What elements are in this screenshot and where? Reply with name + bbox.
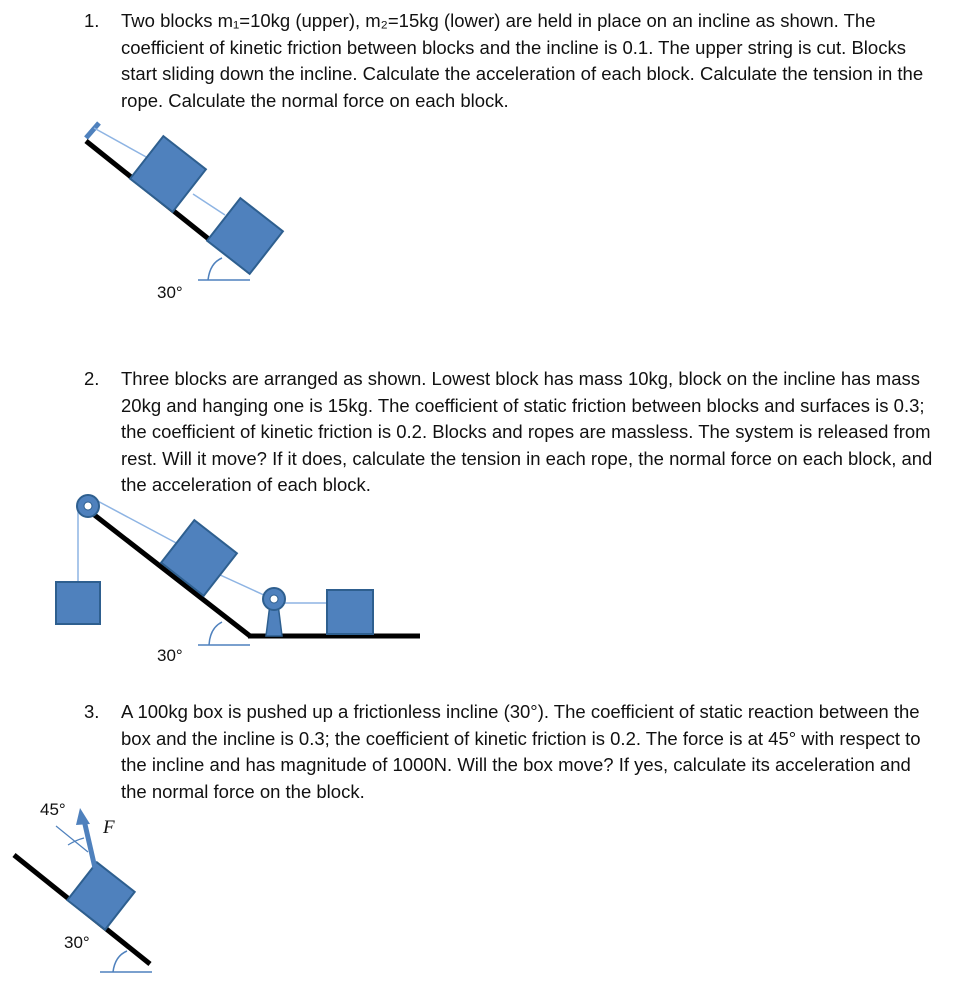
force-angle-reference xyxy=(56,826,88,852)
problem-text: A 100kg box is pushed up a frictionless incline (30°). The coefficient of static reaction between the box and the incline is 0.3; the coefficient of kinetic friction is 0.2. The force is at 45° with respect to the incline and has magnitude of 1000N. Will the box move? If yes, calculate its acceleration and the normal force on the block. xyxy=(121,701,921,802)
force-angle-label: 45° xyxy=(40,800,66,819)
problem-text: Two blocks m₁=10kg (upper), m₂=15kg (lower) are held in place on an incline as shown. The coefficient of kinetic friction between blocks and the incline is 0.1. The upper string is cut. Blocks start sliding down the incline. Calculate the acceleration of each block. Calculate the tension in the rope. Calculate the normal force on each block. xyxy=(121,10,924,111)
angle-label: 30° xyxy=(157,283,183,302)
angle-label: 30° xyxy=(64,933,90,952)
angle-label: 30° xyxy=(157,646,183,665)
force-arrow-shaft xyxy=(84,820,95,868)
problem-text: Three blocks are arranged as shown. Lowest block has mass 10kg, block on the incline has mass 20kg and hanging one is 15kg. The coefficient of static friction between blocks and surfaces is 0.3; the coefficient of kinetic friction is 0.2. Blocks and ropes are massless. The system is released from rest. Will it move? If it does, calculate the tension in each rope, the normal force on each block, and the acceleration of each block. xyxy=(121,368,933,495)
force-label: F xyxy=(103,817,115,838)
force-arrow-head xyxy=(76,808,90,825)
box xyxy=(67,862,134,929)
angle-arc xyxy=(113,951,127,972)
problem-number: 2. xyxy=(84,368,100,389)
problem-number: 3. xyxy=(84,701,100,722)
problem-number: 1. xyxy=(84,10,100,31)
